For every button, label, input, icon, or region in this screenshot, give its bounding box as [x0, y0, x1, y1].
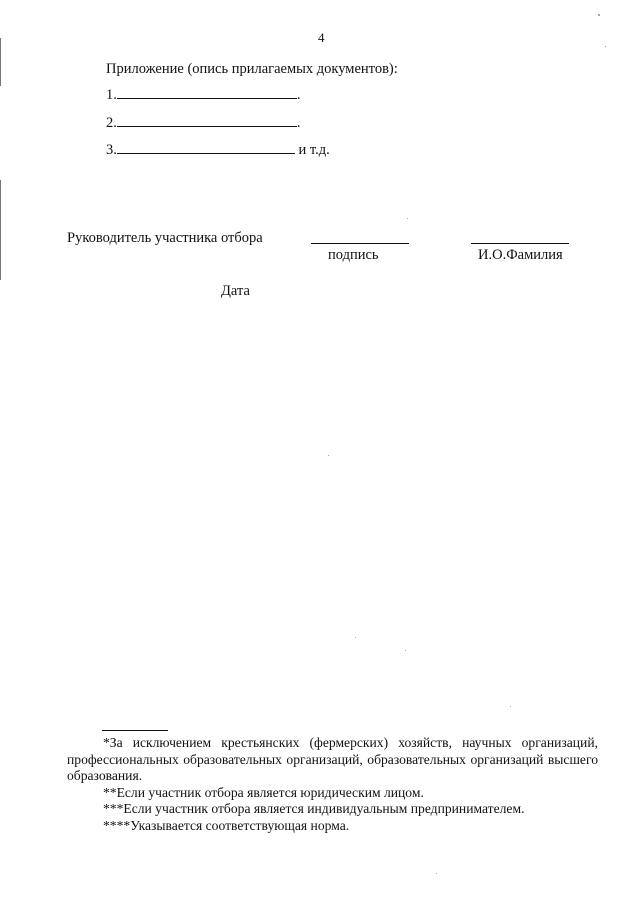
- blank-line: [117, 112, 297, 127]
- blank-line: [117, 139, 295, 154]
- signature-line: [311, 243, 409, 244]
- scan-speck: [405, 650, 406, 651]
- scan-margin-mark: [0, 38, 1, 86]
- footnote-1: *За исключением крестьянских (фермерских) хозяйств, научных организаций, профессиональных образовательных организаций, образовательных организаций высшего образования.: [67, 735, 598, 783]
- head-of-participant-label: Руководитель участника отбора: [67, 230, 263, 246]
- scan-speck: [605, 46, 606, 47]
- annex-title: Приложение (опись прилагаемых документов):: [106, 61, 398, 77]
- scan-speck: [328, 455, 329, 456]
- list-item-suffix: .: [296, 115, 301, 131]
- name-caption: И.О.Фамилия: [478, 247, 563, 263]
- name-line: [471, 243, 569, 244]
- footnotes: [67, 735, 598, 834]
- footnote-separator: [102, 730, 168, 731]
- annex-list-item-2: [106, 112, 301, 132]
- scan-speck: [510, 706, 511, 707]
- footnote-4: ****Указывается соответствующая норма.: [103, 817, 350, 833]
- page-number: 4: [318, 30, 325, 45]
- annex-list-item-3: [106, 139, 330, 159]
- date-label: Дата: [221, 283, 250, 299]
- scan-speck: [436, 873, 437, 874]
- list-item-suffix: и т.д.: [294, 142, 330, 158]
- blank-line: [117, 84, 297, 99]
- list-item-number: 2.: [106, 115, 117, 131]
- footnote-2: **Если участник отбора является юридическим лицом.: [103, 784, 424, 800]
- footnote-3: ***Если участник отбора является индивидуальным предпринимателем.: [103, 801, 525, 816]
- scan-speck: [598, 14, 600, 16]
- scan-margin-mark: [0, 180, 1, 280]
- signature-caption: подпись: [328, 247, 379, 263]
- list-item-number: 3.: [106, 142, 117, 158]
- list-item-number: 1.: [106, 87, 117, 103]
- scan-speck: [355, 637, 356, 638]
- scan-speck: [407, 218, 408, 219]
- annex-list-item-1: [106, 84, 301, 104]
- list-item-suffix: .: [296, 87, 301, 103]
